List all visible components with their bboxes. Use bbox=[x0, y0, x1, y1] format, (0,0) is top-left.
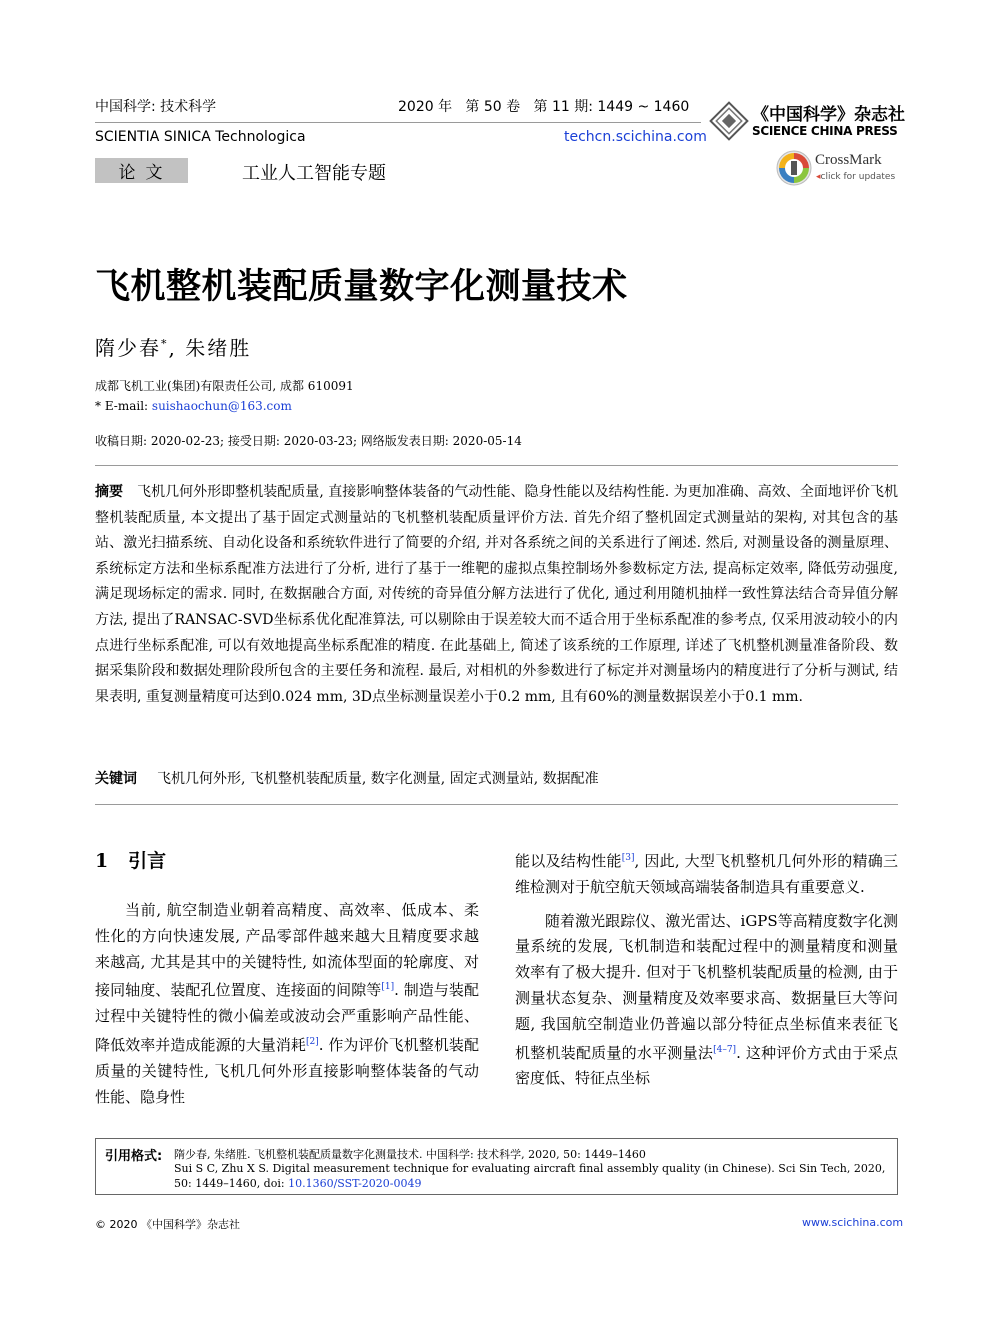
publisher-name-cn: 《中国科学》杂志社 bbox=[752, 105, 905, 125]
abstract-bottom-rule bbox=[95, 804, 898, 805]
issue-info: 2020 年 第 50 卷 第 11 期: 1449 ~ 1460 bbox=[398, 99, 690, 115]
email-link[interactable]: suishaochun@163.com bbox=[151, 399, 292, 413]
crossmark-title[interactable]: CrossMark bbox=[815, 152, 882, 168]
paragraph: 能以及结构性能[3], 因此, 大型飞机整机几何外形的精确三维检测对于航空航天领域高端装备制造具有重要意义. bbox=[515, 852, 898, 896]
citation-cn: 隋少春, 朱绪胜. 飞机整机装配质量数字化测量技术. 中国科学: 技术科学, 2020, 50: 1449–1460 bbox=[174, 1148, 646, 1161]
special-issue-label: 工业人工智能专题 bbox=[242, 163, 386, 184]
citation-ref[interactable]: [3] bbox=[621, 853, 635, 863]
paragraph: 当前, 航空制造业朝着高精度、高效率、低成本、柔性化的方向快速发展, 产品零部件越来越大且精度要求越来越高, 尤其是其中的关键特性, 如流体型面的轮廓度、对接同轴度、装配孔位置度、连接面的间隙等[1]. 制造与装配过程中关键特性的微小偏差或波动会严重影响产品性能、降低效率并造成能源的大量消耗[2]. 作为评价飞机整机装配质量的关键特性, 飞机几何外形直接影响整体装备的气动性能、隐身性 bbox=[95, 901, 479, 1106]
journal-name-cn: 中国科学: 技术科学 bbox=[95, 99, 217, 115]
doi-link[interactable]: 10.1360/SST-2020-0049 bbox=[288, 1177, 422, 1190]
citation-ref[interactable]: [2] bbox=[306, 1036, 319, 1047]
keywords bbox=[95, 768, 898, 788]
author-name: 朱绪胜 bbox=[185, 336, 252, 360]
abstract bbox=[95, 480, 898, 710]
crossmark-subtitle[interactable]: ◂click for updates bbox=[816, 172, 896, 182]
citation-en: Sui S C, Zhu X S. Digital measurement technique for evaluating aircraft final assembly quality (in Chinese). Sci Sin Tech, 2020, 50: 1449–1460, doi: 10.1360/SST-2020-0049 bbox=[174, 1162, 886, 1190]
abstract-label: 摘要 bbox=[95, 484, 124, 500]
affiliation: 成都飞机工业(集团)有限责任公司, 成都 610091 bbox=[95, 379, 354, 393]
body-column-right bbox=[515, 846, 898, 1092]
citation-ref[interactable]: [4–7] bbox=[713, 1044, 737, 1055]
author-name: 隋少春 bbox=[95, 336, 161, 360]
citation-ref[interactable]: [1] bbox=[381, 982, 395, 993]
crossmark-icon[interactable] bbox=[776, 150, 812, 186]
header-rule bbox=[95, 122, 701, 123]
citation-label: 引用格式: bbox=[105, 1149, 163, 1164]
journal-url-link[interactable]: techcn.scichina.com bbox=[564, 129, 707, 145]
abstract-text: 飞机几何外形即整机装配质量, 直接影响整体装备的气动性能、隐身性能以及结构性能. 为更加准确、高效、全面地评价飞机整机装配质量, 本文提出了基于固定式测量站的飞机整机装配质量评价方法. 首先介绍了整机固定式测量站的架构, 对其包含的基站、激光扫描系统、自动化设备和系统软件进行了简要的介绍, 并对各系统之间的关系进行了阐述. 然后, 对测量设备的测量原理、系统标定方法和坐标系配准方法进行了分析, 进行了基于一维靶的虚拟点集控制场外参数标定方法, 提高标定效率, 降低劳动强度, 满足现场标定的需求. 同时, 在数据融合方面, 对传统的奇异值分解方法进行了优化, 通过利用随机抽样一致性算法结合奇异值分解方法, 提出了RANSAC-SVD坐标系优化配准算法, 可以剔除由于误差较大而不适合用于坐标系配准的参考点, 仅采用波动较小的内点进行坐标系配准, 可以有效地提高坐标系配准的精度. 在此基础上, 简述了该系统的工作原理, 详述了飞机整机测量准备阶段、数据采集阶段和数据处理阶段所包含的主要任务和流程. 最后, 对相机的外参数进行了标定并对测量场内的精度进行了分析与测试, 结果表明, 重复测量精度可达到0.024 mm, 3D点坐标测量误差小于0.2 mm, 且有60%的测量数据误差小于0.1 mm. bbox=[95, 484, 898, 705]
keywords-text: 飞机几何外形, 飞机整机装配质量, 数字化测量, 固定式测量站, 数据配准 bbox=[157, 771, 599, 787]
copyright: © 2020 《中国科学》杂志社 bbox=[95, 1218, 240, 1231]
publication-dates: 收稿日期: 2020-02-23; 接受日期: 2020-03-23; 网络版发表日期: 2020-05-14 bbox=[95, 434, 522, 448]
journal-name-en: SCIENTIA SINICA Technologica bbox=[95, 129, 306, 145]
email-line: * E-mail: suishaochun@163.com bbox=[95, 399, 292, 413]
section-heading: 1 引言 bbox=[95, 850, 167, 872]
keywords-label: 关键词 bbox=[95, 771, 137, 787]
body-column-left bbox=[95, 898, 479, 1110]
abstract-top-rule bbox=[95, 465, 898, 466]
paper-title: 飞机整机装配质量数字化测量技术 bbox=[95, 266, 628, 307]
publisher-name-en: SCIENCE CHINA PRESS bbox=[752, 124, 898, 138]
paragraph: 随着激光跟踪仪、激光雷达、iGPS等高精度数字化测量系统的发展, 飞机制造和装配过程中的测量精度和测量效率有了极大提升. 但对于飞机整机装配质量的检测, 由于测量状态复杂、测量精度及效率要求高、数据量巨大等问题, 我国航空制造业仍普遍以部分特征点坐标值来表征飞机整机装配质量的水平测量法[4–7]. 这种评价方式由于采点密度低、特征点坐标 bbox=[515, 911, 898, 1088]
footer-url-link[interactable]: www.scichina.com bbox=[802, 1216, 904, 1229]
article-type-tag: 论文 bbox=[95, 158, 188, 183]
author-list: 隋少春*, 朱绪胜 bbox=[95, 336, 252, 360]
corresponding-mark: * bbox=[161, 337, 169, 351]
publisher-logo-icon bbox=[709, 101, 749, 141]
